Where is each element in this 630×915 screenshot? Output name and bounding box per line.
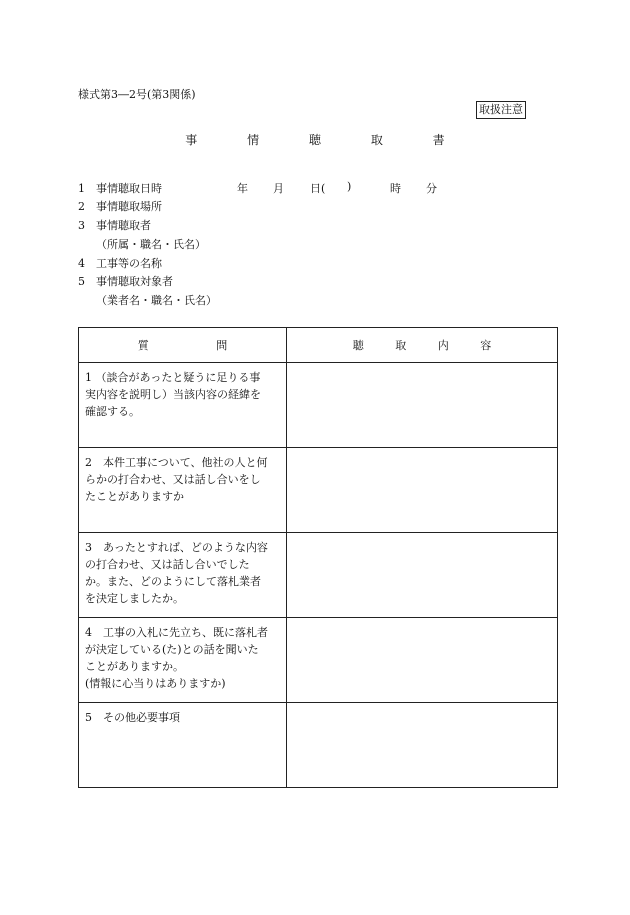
item-interviewee-detail (78, 292, 217, 308)
handling-caution-badge: 取扱注意 (476, 101, 526, 119)
table-row (79, 533, 558, 618)
header-char: 容 (480, 339, 492, 352)
table-header-row (79, 328, 558, 363)
header-char: 問 (216, 339, 228, 352)
item-interviewer-detail (78, 236, 206, 252)
item-number: 4 (78, 257, 85, 270)
item-number: 5 (78, 275, 85, 288)
minute-label: 分 (426, 182, 437, 195)
question-cell: 1 （談合があったと疑うに足りる事 実内容を説明し）当該内容の経緯を 確認する。 (79, 363, 287, 448)
item-label: 事情聴取者 (96, 219, 151, 232)
header-char: 質 (137, 339, 149, 352)
title-char: 事 (185, 133, 198, 147)
title-char: 情 (247, 133, 260, 147)
question-cell: 5 その他必要事項 (79, 703, 287, 788)
item-label: 事情聴取場所 (96, 200, 162, 213)
answer-header (287, 328, 558, 363)
item-number: 2 (78, 200, 85, 213)
form-number: 様式第3―2号(第3関係) (78, 88, 196, 101)
title-char: 書 (432, 133, 445, 147)
answer-cell[interactable] (287, 533, 558, 618)
year-label: 年 (237, 182, 248, 195)
question-header (79, 328, 287, 363)
table-row (79, 363, 558, 448)
question-cell: 4 工事の入札に先立ち、既に落札者 が決定している(た)との話を聞いた ことがありますか。 (情報に心当りはありますか) (79, 618, 287, 703)
month-label: 月 (273, 182, 284, 195)
table-row (79, 703, 558, 788)
item-label: （業者名・職名・氏名） (96, 294, 217, 307)
item-label: （所属・職名・氏名） (96, 238, 206, 251)
item-project-name (78, 255, 162, 271)
item-label: 事情聴取対象者 (96, 275, 173, 288)
answer-cell[interactable] (287, 703, 558, 788)
header-char: 内 (437, 339, 449, 352)
item-hearing-datetime (78, 180, 162, 196)
document-title (0, 131, 630, 148)
header-char: 聴 (352, 339, 364, 352)
answer-cell[interactable] (287, 618, 558, 703)
item-interviewer (78, 217, 151, 233)
hearing-table (78, 327, 558, 788)
answer-cell[interactable] (287, 448, 558, 533)
item-number: 3 (78, 219, 85, 232)
title-char: 取 (370, 133, 383, 147)
title-char: 聴 (308, 133, 321, 147)
table-row (79, 618, 558, 703)
hour-label: 時 (390, 182, 401, 195)
item-interviewee (78, 273, 173, 289)
item-label: 事情聴取日時 (96, 182, 162, 195)
header-char: 取 (395, 339, 407, 352)
question-cell: 3 あったとすれば、どのような内容 の打合わせ、又は話し合いでした か。また、どのようにして落札業者 を決定しましたか。 (79, 533, 287, 618)
item-label: 工事等の名称 (96, 257, 162, 270)
table-row (79, 448, 558, 533)
question-cell: 2 本件工事について、他社の人と何 らかの打合わせ、又は話し合いをし たことがありますか (79, 448, 287, 533)
answer-cell[interactable] (287, 363, 558, 448)
weekday-close: ) (347, 180, 352, 193)
item-number: 1 (78, 182, 85, 195)
item-hearing-place (78, 198, 162, 214)
day-label: 日( (310, 182, 326, 195)
